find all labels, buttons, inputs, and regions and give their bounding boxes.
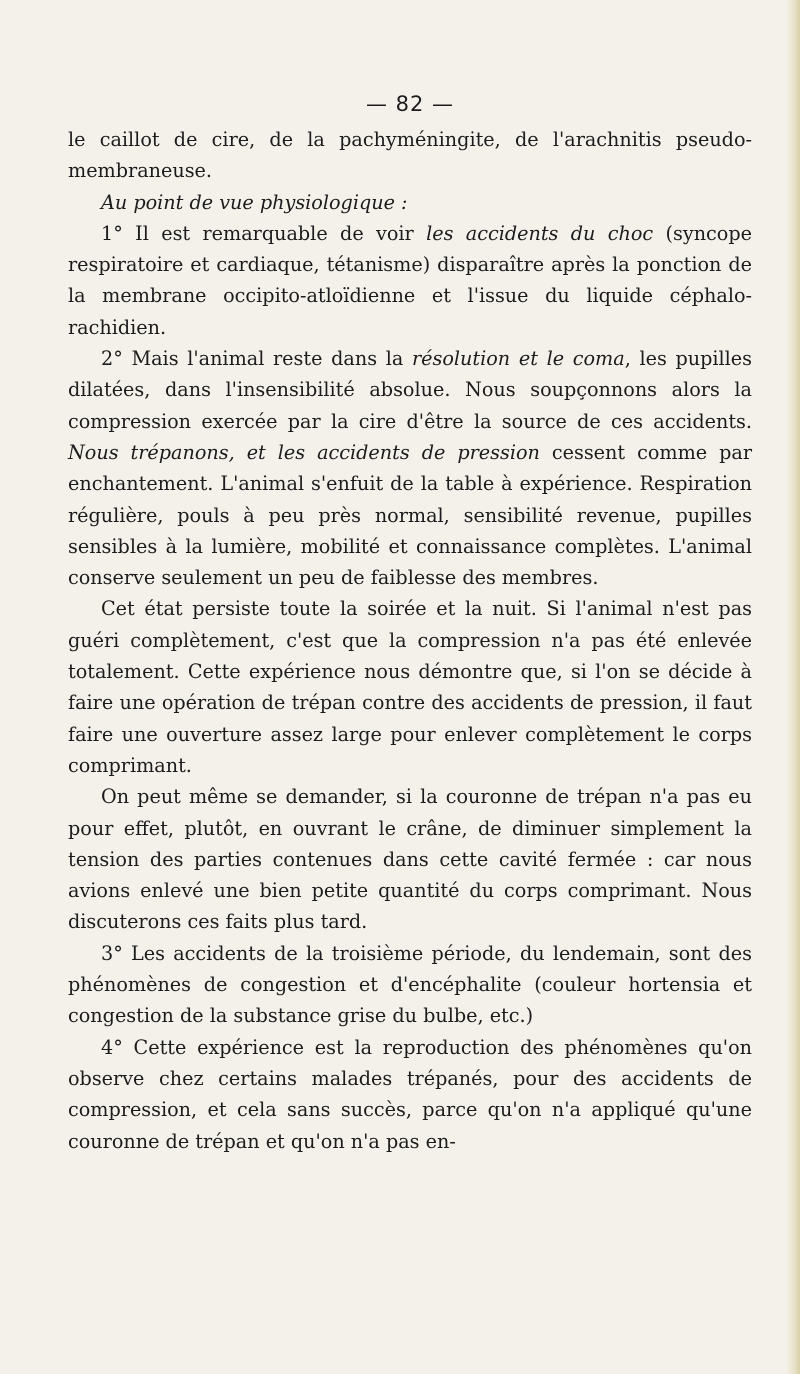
- paragraph-7: [68, 938, 752, 1032]
- text-run: 4° Cette expérience est la reproduction des phénomènes qu'on observe chez certains malades trépanés, pour des accidents de compression, et cela sans succès, parce qu'on n'a appliqué qu'une couronne de trépan et qu'on n'a pas en-: [68, 1035, 752, 1153]
- text-run: 3° Les accidents de la troisième période, du lendemain, sont des phénomènes de congestion et d'encéphalite (couleur hortensia et congestion de la substance grise du bulbe, etc.): [68, 941, 752, 1028]
- text-run: (syncope respiratoire et cardiaque, tétanisme) disparaître après la ponction de la membrane occipito-atloïdienne et l'issue du liquide céphalo-rachidien.: [68, 221, 752, 339]
- text-run: , les pupilles dilatées, dans l'insensibilité absolue. Nous soupçonnons alors la compression exercée par la cire d'être la source de ces accidents.: [68, 347, 753, 433]
- text-run-italic: Nous trépanons, et les accidents de pression: [68, 440, 540, 464]
- text-run: 2° Mais l'animal reste dans la: [101, 347, 412, 371]
- text-run-italic: les accidents du choc: [426, 221, 654, 245]
- text-run: 1° Il est remarquable de voir: [101, 221, 427, 245]
- document-page: [68, 92, 752, 1157]
- text-run-italic: résolution et le coma: [411, 347, 625, 371]
- paragraph-6: [68, 781, 752, 937]
- page-edge-shadow: [786, 0, 800, 1374]
- page-number: — 82 —: [365, 92, 455, 116]
- text-run: cessent comme par enchantement. L'animal s'enfuit de la table à expérience. Respiration régulière, pouls à peu près normal, sensibilité revenue, pupilles sensibles à la lumière, mobilité et connaissance complètes. L'animal conserve seulement un peu de faiblesse des membres.: [68, 440, 752, 590]
- paragraph-3: [68, 218, 752, 343]
- paragraph-1: [68, 124, 752, 187]
- paragraph-2-subheading: [68, 187, 752, 218]
- text-run: On peut même se demander, si la couronne de trépan n'a pas eu pour effet, plutôt, en ouvrant le crâne, de diminuer simplement la tension des parties contenues dans cette cavité fermée : car nous avions enlevé une bien petite quantité du corps comprimant. Nous discuterons ces faits plus tard.: [68, 785, 752, 934]
- text-run: Cet état persiste toute la soirée et la nuit. Si l'animal n'est pas guéri complètement, c'est que la compression n'a pas été enlevée totalement. Cette expérience nous démontre que, si l'on se décide à faire une opération de trépan contre des accidents de pression, il faut faire une ouverture assez large pour enlever complètement le corps comprimant.: [68, 597, 752, 777]
- paragraph-5: [68, 593, 752, 781]
- paragraph-8: [68, 1032, 752, 1157]
- text-run-italic: Au point de vue physiologique :: [101, 190, 408, 214]
- paragraph-4: [68, 343, 752, 593]
- text-run: le caillot de cire, de la pachyméningite, de l'arachnitis pseudo-membraneuse.: [68, 128, 752, 183]
